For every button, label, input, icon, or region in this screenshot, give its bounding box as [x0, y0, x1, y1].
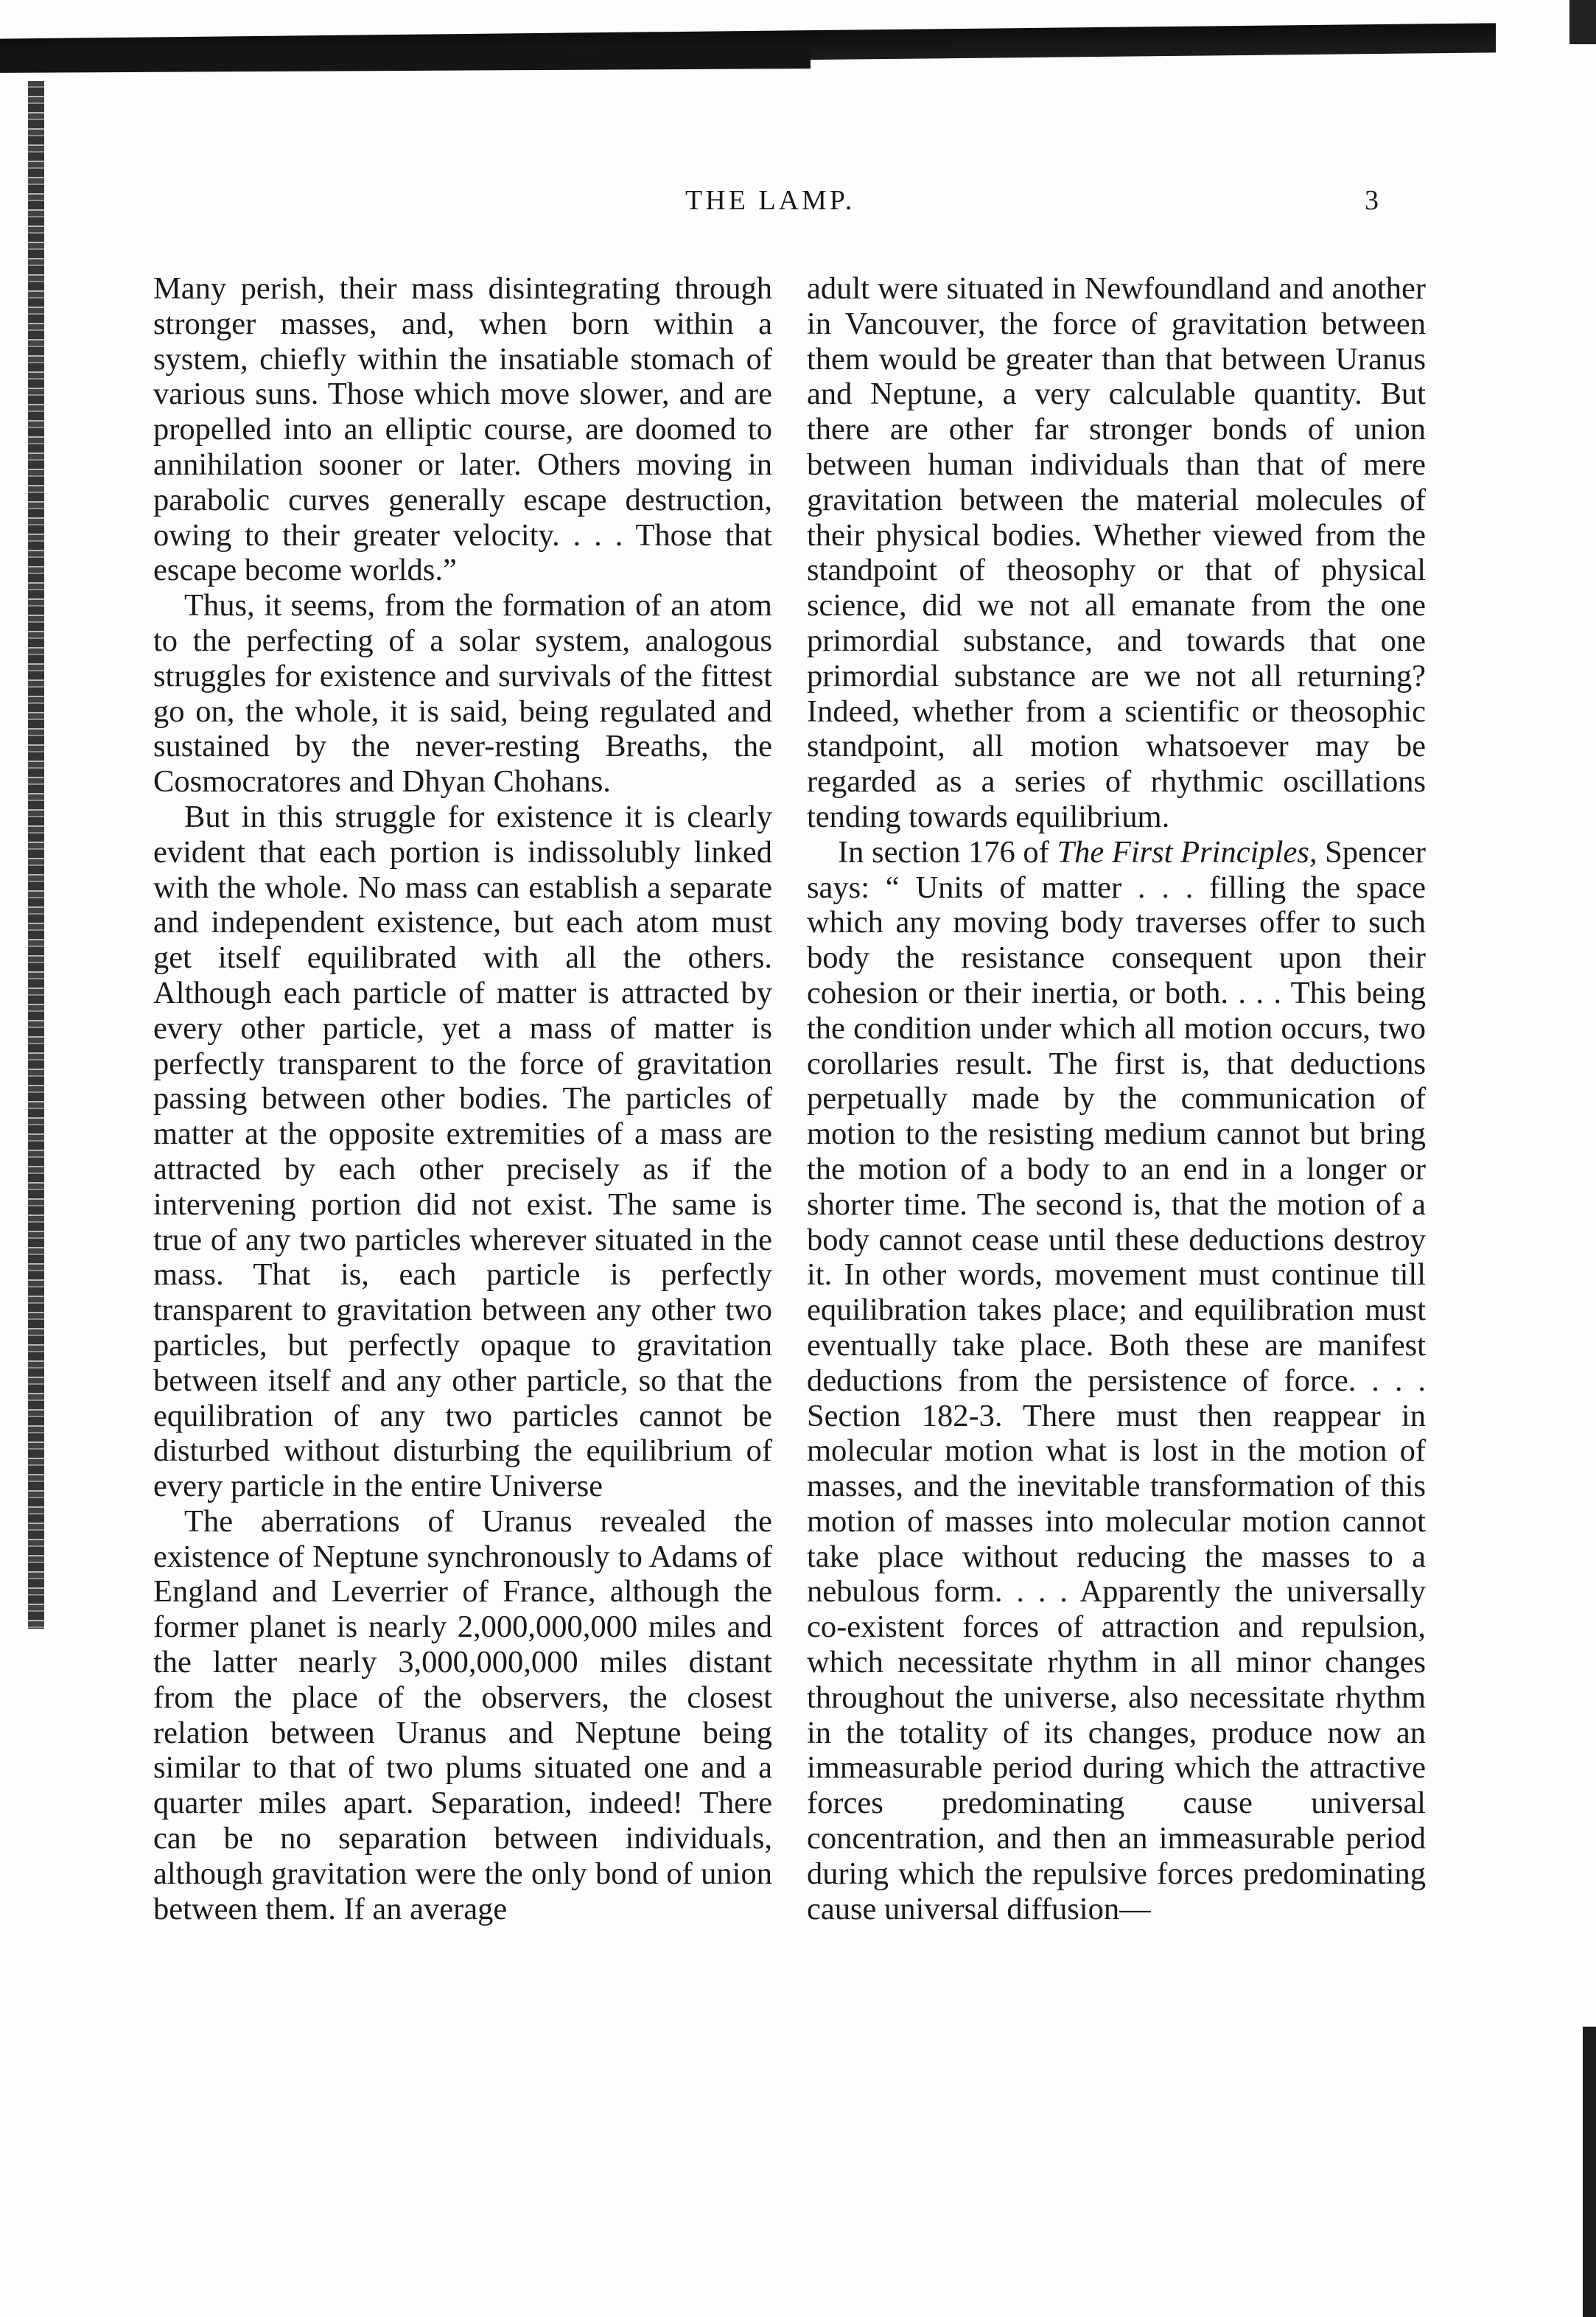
- paragraph: Thus, it seems, from the formation of an atom to the perfecting of a solar system, analogous struggles for existence and survivals of the fittest go on, the whole, it is said, being regulated and sustained by the never-resting Breaths, the Cosmocratores and Dhyan Chohans.: [153, 588, 772, 800]
- paragraph: The aberrations of Uranus revealed the existence of Neptune synchronously to Adams of England and Leverrier of France, although the former planet is nearly 2,000,000,000 miles and the latter nearly 3,000,000,000 miles distant from the place of the observers, the closest relation between Uranus and Neptune being similar to that of two plums situated one and a quarter miles apart. Separation, indeed! There can be no separation between individuals, although gravitation were the only bond of union between them. If an average: [153, 1503, 772, 1926]
- paragraph-rest: Spencer says: “ Units of matter . . . filling the space which any moving body traverses offer to such body the resistance consequent upon their cohesion or their inertia, or both. . . . This being the condition under which all motion occurs, two corollaries result. The first is, that deductions perpetually made by the communication of motion to the resisting medium cannot but bring the motion of a body to an end in a longer or shorter time. The second is, that the motion of a body cannot cease until these deductions destroy it. In other words, movement must continue till equilibration takes place; and equilibration must eventually take place. Both these are manifest deductions from the persistence of force. . . . Section 182-3. There must then reappear in molecular motion what is lost in the motion of masses, and the inevitable transformation of this motion of masses into molecular motion cannot take place without reducing the masses to a nebulous form. . . . Apparently the universally co-existent forces of attraction and repulsion, which necessitate rhythm in all minor changes throughout the universe, also necessitate rhythm in the totality of its changes, produce now an immeasurable period during which the attractive forces predominating cause universal concentration, and then an immeasurable period during which the repulsive forces predominating cause universal diffusion—: [807, 834, 1426, 1926]
- scan-border-right-top: [1569, 0, 1596, 44]
- paragraph: But in this struggle for existence it is clearly evident that each portion is indissolubly linked with the whole. No mass can establish a separate and independent existence, but each atom must get itself equilibrated with all the others. Although each particle of matter is attracted by every other particle, yet a mass of matter is perfectly transparent to the force of gravitation passing between other bodies. The particles of matter at the opposite extremities of a mass are attracted by each other precisely as if the intervening portion did not exist. The same is true of any two particles wherever situated in the mass. That is, each particle is perfectly transparent to gravitation between any other two particles, but perfectly opaque to gravitation between itself and any other particle, so that the equilibration of any two particles cannot be disturbed without disturbing the equilibrium of every particle in the entire Universe: [153, 799, 772, 1504]
- paragraph: adult were situated in Newfoundland and another in Vancouver, the force of gravitation between them would be greater than that between Uranus and Neptune, a very calculable quantity. But there are other far stronger bonds of union between human individuals than that of mere gravitation between the material molecules of their physical bodies. Whether viewed from the standpoint of theosophy or that of physical science, did we not all emanate from the one primordial substance, and towards that one primordial substance are we not all returning? Indeed, whether from a scientific or theosophic standpoint, all motion whatsoever may be regarded as a series of rhythmic oscillations tending towards equilibrium.: [807, 271, 1426, 834]
- paragraph-prefix: In section 176 of: [838, 834, 1049, 870]
- scan-border-left: [28, 81, 44, 1629]
- right-column: [807, 271, 1426, 1926]
- left-column: [153, 271, 772, 1926]
- page-number: 3: [1365, 185, 1379, 216]
- paragraph: [807, 835, 1426, 1927]
- running-head: THE LAMP.: [685, 185, 855, 216]
- paragraph: Many perish, their mass disintegrating through stronger masses, and, when born within a system, chiefly within the insatiable stomach of various suns. Those which move slower, and are propelled into an elliptic course, are doomed to annihilation sooner or later. Others moving in parabolic curves generally escape destruction, owing to their greater velocity. . . . Those that escape become worlds.”: [153, 271, 772, 588]
- scan-border-top-shadow: [0, 49, 811, 73]
- scan-border-right-bottom: [1583, 2027, 1596, 2317]
- book-title: The First Principles,: [1057, 834, 1317, 870]
